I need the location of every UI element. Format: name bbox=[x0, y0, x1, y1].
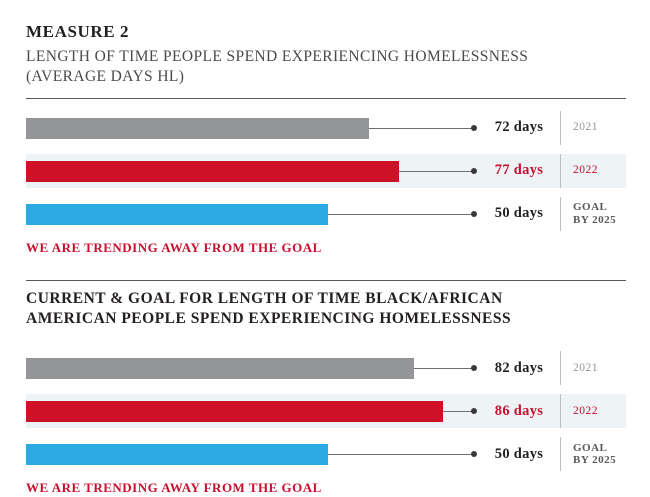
value-label-2021-baa: 82 days bbox=[494, 359, 544, 376]
connector-dot-2022-baa bbox=[471, 408, 477, 414]
value-label-goal-baa: 50 days bbox=[494, 445, 544, 462]
value-label-2021: 72 days bbox=[494, 119, 544, 136]
bar-gray-2021-baa bbox=[26, 358, 414, 379]
bar-row-goal-2025-baa bbox=[26, 437, 626, 471]
year-label-2021-baa bbox=[561, 362, 626, 375]
bar-area-2021-baa bbox=[26, 351, 478, 385]
connector-line-2022-baa bbox=[443, 411, 474, 412]
bar-red-2022-baa bbox=[26, 401, 443, 422]
bar-area-goal-baa bbox=[26, 437, 478, 471]
section2-spacer bbox=[26, 329, 626, 339]
connector-line-2021 bbox=[369, 128, 474, 129]
value-label-2022: 77 days bbox=[494, 162, 544, 179]
bar-row-2022-baa bbox=[26, 394, 626, 428]
value-label-2022-baa: 86 days bbox=[494, 402, 544, 419]
section2-heading-block bbox=[26, 289, 626, 329]
bar-row-goal-2025 bbox=[26, 197, 626, 231]
connector-dot-goal bbox=[471, 211, 477, 217]
connector-dot-2022 bbox=[471, 168, 477, 174]
year-label-2022 bbox=[561, 164, 626, 177]
year-label-2022-line1: 2022 bbox=[573, 164, 598, 177]
bar-row-2022 bbox=[26, 154, 626, 188]
bar-row-2021 bbox=[26, 111, 626, 145]
year-label-goal-line2: BY 2025 bbox=[573, 213, 617, 226]
bar-area-goal bbox=[26, 197, 478, 231]
bar-area-2021 bbox=[26, 111, 478, 145]
year-label-goal-baa bbox=[561, 442, 626, 467]
bar-area-2022-baa bbox=[26, 394, 478, 428]
year-label-2022-baa bbox=[561, 405, 626, 418]
section-spacer bbox=[26, 256, 626, 270]
section2-title-line-2: AMERICAN PEOPLE SPEND EXPERIENCING HOMELESSNESS bbox=[26, 310, 512, 328]
bar-gray-2021 bbox=[26, 118, 369, 139]
year-label-2021 bbox=[561, 121, 626, 134]
measure-subtitle-line-2: (AVERAGE DAYS HL) bbox=[26, 68, 185, 86]
connector-dot-goal-baa bbox=[471, 451, 477, 457]
connector-line-2021-baa bbox=[414, 368, 474, 369]
year-label-goal-baa-line2: BY 2025 bbox=[573, 454, 617, 467]
bar-blue-goal-baa bbox=[26, 444, 328, 465]
year-label-2021-baa-line1: 2021 bbox=[573, 361, 598, 374]
bar-row-2021-baa bbox=[26, 351, 626, 385]
year-label-2021-line1: 2021 bbox=[573, 121, 598, 134]
measure-subtitle-line-1: LENGTH OF TIME PEOPLE SPEND EXPERIENCING HOMELESSNESS bbox=[26, 48, 529, 65]
bar-red-2022 bbox=[26, 161, 399, 182]
measure-heading-block bbox=[26, 22, 626, 88]
connector-dot-2021 bbox=[471, 125, 477, 131]
header-divider-rule bbox=[26, 98, 626, 99]
chart-measure-2 bbox=[26, 111, 626, 256]
connector-line-goal-baa bbox=[328, 454, 474, 455]
measure-label: MEASURE 2 bbox=[26, 22, 130, 41]
year-label-goal-baa-line1: GOAL bbox=[573, 441, 608, 454]
trend-note-1: WE ARE TRENDING AWAY FROM THE GOAL bbox=[26, 239, 322, 255]
trend-note-2: WE ARE TRENDING AWAY FROM THE GOAL bbox=[26, 480, 322, 496]
section2-title-line-1: CURRENT & GOAL FOR LENGTH OF TIME BLACK/AFRICAN bbox=[26, 289, 503, 307]
year-label-goal bbox=[561, 201, 626, 226]
year-label-2022-baa-line1: 2022 bbox=[573, 404, 598, 417]
connector-line-goal bbox=[328, 214, 474, 215]
bar-blue-goal bbox=[26, 204, 328, 225]
connector-dot-2021-baa bbox=[471, 365, 477, 371]
section-divider-rule bbox=[26, 280, 626, 281]
chart-black-african-american bbox=[26, 351, 626, 496]
year-label-goal-line1: GOAL bbox=[573, 201, 608, 214]
bar-area-2022 bbox=[26, 154, 478, 188]
connector-line-2022 bbox=[399, 171, 474, 172]
value-label-goal: 50 days bbox=[494, 205, 544, 222]
